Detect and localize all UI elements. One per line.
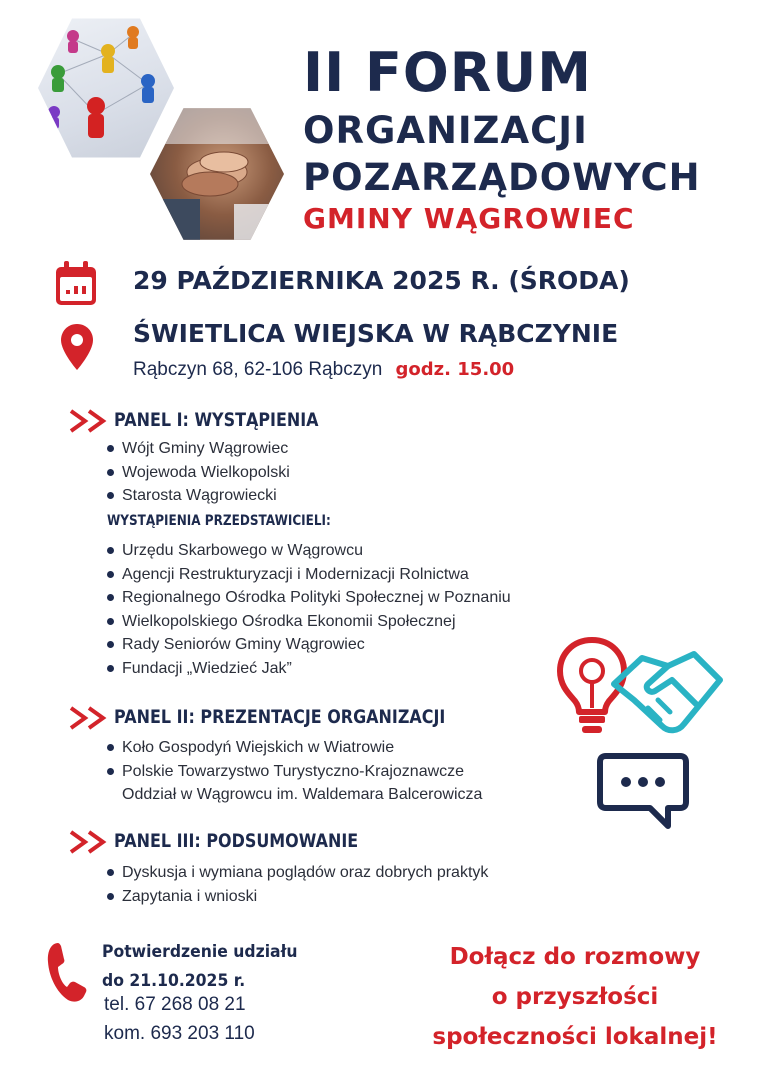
forum-title-line3: POZARZĄDOWYCH — [303, 156, 701, 199]
chevron-right-icon — [68, 829, 110, 855]
slogan-line1: Dołącz do rozmowy — [449, 944, 701, 970]
mobile-number: kom. 693 203 110 — [104, 1023, 255, 1044]
event-date: 29 PAŹDZIERNIKA 2025 R. (ŚRODA) — [133, 266, 630, 295]
list-item: Wojewoda Wielkopolski — [107, 461, 290, 485]
event-address-line — [133, 356, 514, 384]
chevron-right-icon — [68, 705, 110, 731]
confirmation-deadline — [102, 938, 298, 996]
list-item: Starosta Wągrowiecki — [107, 484, 290, 508]
panel-3-title: PANEL III: PODSUMOWANIE — [114, 830, 359, 852]
list-item: Rady Seniorów Gminy Wągrowiec — [107, 633, 511, 657]
list-item: Dyskusja i wymiana poglądów oraz dobrych praktyk — [107, 861, 488, 885]
panel-1-title: PANEL I: WYSTĄPIENIA — [114, 409, 319, 431]
slogan-line2: o przyszłości — [491, 984, 659, 1010]
event-venue: ŚWIETLICA WIEJSKA W RĄBCZYNIE — [133, 319, 619, 348]
panel-3-list — [107, 861, 488, 908]
list-item: Zapytania i wnioski — [107, 885, 488, 909]
network-pawns-photo — [38, 14, 174, 162]
forum-title-line4: GMINY WĄGROWIEC — [303, 202, 635, 235]
calendar-icon — [54, 259, 98, 312]
forum-title-line1: II FORUM — [303, 41, 592, 104]
list-item-continuation: Oddział w Wągrowcu im. Waldemara Balcerowicza — [122, 786, 483, 804]
list-item-text: Polskie Towarzystwo Turystyczno-Krajoznawcze — [122, 762, 465, 780]
representatives-list — [107, 539, 511, 681]
slogan-line3: społeczności lokalnej! — [432, 1024, 718, 1050]
list-item — [107, 760, 482, 807]
confirmation-date: do 21.10.2025 r. — [102, 971, 246, 991]
chat-bubble-icon — [596, 752, 690, 837]
phone-icon — [44, 940, 88, 1009]
panel-2-list — [107, 736, 482, 807]
list-item: Regionalnego Ośrodka Polityki Społecznej w Poznaniu — [107, 586, 511, 610]
list-item: Wójt Gminy Wągrowiec — [107, 437, 290, 461]
panel-1-list — [107, 437, 290, 508]
list-item: Koło Gospodyń Wiejskich w Wiatrowie — [107, 736, 482, 760]
confirmation-label: Potwierdzenie udziału — [102, 942, 298, 962]
phone-number: tel. 67 268 08 21 — [104, 994, 246, 1015]
forum-title-line2: ORGANIZACJI — [303, 109, 588, 152]
representatives-subheading: WYSTĄPIENIA PRZEDSTAWICIELI: — [107, 513, 331, 529]
panel-2-title: PANEL II: PREZENTACJE ORGANIZACJI — [114, 706, 446, 728]
list-item: Agencji Restrukturyzacji i Modernizacji Rolnictwa — [107, 563, 511, 587]
event-address: Rąbczyn 68, 62-106 Rąbczyn — [133, 359, 383, 380]
join-conversation-slogan — [410, 937, 740, 1057]
list-item: Urzędu Skarbowego w Wągrowcu — [107, 539, 511, 563]
list-item: Fundacji „Wiedzieć Jak” — [107, 657, 511, 681]
chevron-right-icon — [68, 408, 110, 434]
teamwork-hands-photo — [150, 104, 284, 244]
location-pin-icon — [59, 322, 95, 377]
event-time: godz. 15.00 — [395, 359, 515, 380]
handshake-icon — [608, 650, 724, 747]
list-item: Wielkopolskiego Ośrodka Ekonomii Społecznej — [107, 610, 511, 634]
